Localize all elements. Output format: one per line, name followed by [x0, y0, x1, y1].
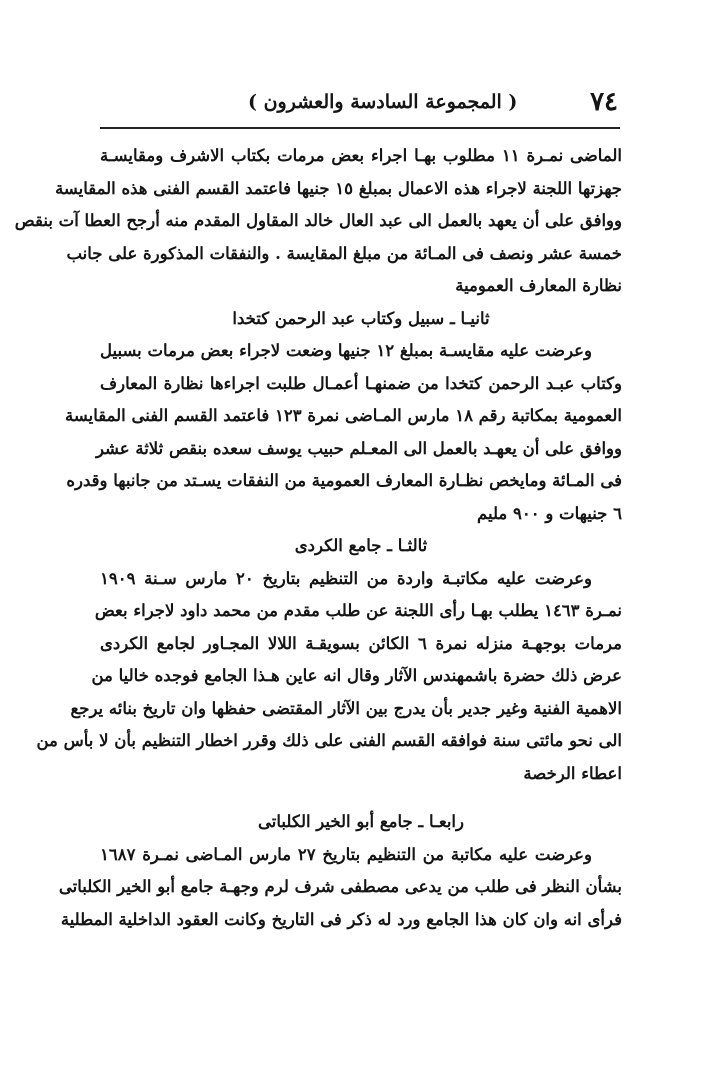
text-line: نمـرة ١٤٦٣ يطلب بهـا رأى اللجنة عن طلب مقدم من محمد داود لاجراء بعض: [94, 601, 622, 620]
text-line: ٦ جنيهات و ٩٠٠ مليم: [476, 503, 622, 523]
text-line: العمومية بمكاتبة رقم ١٨ مارس المـاضى نمرة ١٢٣ فاعتمد القسم الفنى المقايسة: [65, 406, 622, 425]
page-number: ٧٤: [590, 87, 618, 117]
text-line: بشأن النظر فى طلب من يدعى مصطفى شرف لرم وجهـة جامع أبو الخير الكلباتى: [58, 877, 622, 896]
page-body: [14, 140, 622, 936]
text-line: فى المـائة ومايخص نظـارة المعارف العمومية من النفقات يسـتد من جانبها وقدره: [66, 471, 622, 490]
text-line: مرمات بوجهـة منزله نمرة ٦ الكائن بسويقـة اللالا المجـاور لجامع الكردى: [100, 633, 622, 653]
text-line: وعرضت عليه مكاتبة من التنظيم بتاريخ ٢٧ مارس المـاضى نمـرة ١٦٨٧: [100, 844, 592, 864]
section-heading: ثالثـا ـ جامع الكردى: [294, 536, 428, 555]
text-line: الماضى نمـرة ١١ مطلوب بهـا اجراء بعض مرمات بكتاب الاشرف ومقايسـة: [100, 146, 622, 165]
text-line: اعطاء الرخصة: [523, 763, 622, 783]
header-rule: [100, 127, 620, 129]
text-line: الاهمية الفنية وغير جدير بأن يدرج بين الآثار المقتضى حفظها وان تاريخ بنائه يرجع: [70, 698, 622, 718]
text-line: خمسة عشر ونصف فى المـائة من مبلغ المقايسة . والنفقات المذكورة على جانب: [66, 243, 622, 263]
section-gap: [100, 790, 622, 806]
text-line: جهزتها اللجنة لاجراء هذه الاعمال بمبلغ ١٥ جنيها فاعتمد القسم الفنى هذه المقايسة: [55, 178, 622, 198]
text-line: الى نحو مائتى سنة فوافقه القسم الفنى على ذلك وقرر اخطار التنظيم بأن لا بأس من: [36, 731, 622, 750]
text-line: عرض ذلك حضرة باشمهندس الآثار وقال انه عاين هـذا الجامع فوجده خاليا من: [91, 666, 622, 685]
text-line: وعرضت عليه مكاتبـة واردة من التنظيم بتاريخ ٢٠ مارس سـنة ١٩٠٩: [100, 568, 592, 588]
text-line: فرأى انه وان كان هذا الجامع ورد له ذكر فى التاريخ وكانت العقود الداخلية المطلية: [60, 909, 622, 929]
text-line: وعرضت عليه مقايسـة بمبلغ ١٢ جنيها وضعت لاجراء بعض مرمات بسبيل: [100, 341, 592, 360]
section-heading: ثانيـا ـ سبيل وكتاب عبد الرحمن كتخدا: [232, 308, 490, 328]
text-line: ووافق على أن يعهد بالعمل الى عبد العال خالد المقاول المقدم منه أرجح العطا آت بنقص: [14, 211, 622, 230]
text-line: نظارة المعارف العمومية: [455, 276, 622, 295]
text-line: وكتاب عبـد الرحمن كتخدا من ضمنهـا أعمـال طلبت اجراءها نظارة المعارف: [100, 373, 622, 393]
page-header: [100, 82, 618, 122]
section-heading: رابعـا ـ جامع أبو الخير الكلباتى: [258, 812, 464, 831]
running-title: ( المجموعة السادسة والعشرون ): [248, 91, 518, 113]
text-line: ووافق على أن يعهـد بالعمل الى المعـلم حبيب يوسف سعده بنقص ثلاثة عشر: [95, 438, 622, 458]
